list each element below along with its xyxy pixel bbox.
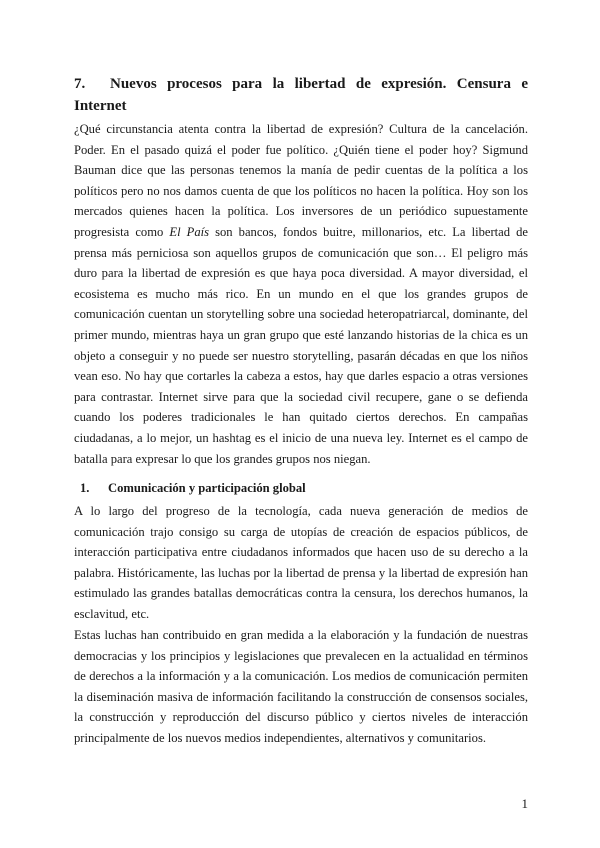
paragraph-1-text-b: son bancos, fondos buitre, millonarios, etc. La libertad de prensa más perniciosa son aquellos grupos de comunicación que son… El peligro más duro para la libertad de expresión es que haya poca diversidad. A mayor diversidad, el ecosistema es mucho más rico. En un mundo en el que los grandes grupos de comunicación cuentan un storytelling sobre una sociedad heteropatriarcal, dominante, del primer mundo, mientras haya un gran grupo que esté lanzando historias de la chica es un objeto a conseguir y no puede ser nuestro storytelling, pasarán décadas en que los niños vean eso. No hay que cortarles la cabeza a estos, hay que darles espacio a otras versiones para contrastar. Internet sirve para que la sociedad civil recupere, gane o se defienda cuando los poderes tradicionales le han quitado ciertos derechos. En campañas ciudadanas, a lo mejor, un hashtag es el inicio de una nueva ley. Internet es el campo de batalla para expresar lo que los grandes grupos nos niegan. <box>74 224 529 466</box>
paragraph-3: Estas luchas han contribuido en gran medida a la elaboración y la fundación de nuestras democracias y los principios y legislaciones que prevalecen en la actualidad en términos de derechos a la información y a la comunicación. Los medios de comunicación permiten la diseminación masiva de información facilitando la construcción de consensos sociales, la construcción y reproducción del discurso público y ciertos niveles de interacción principalmente de los nuevos medios independientes, alternativos y comunitarios. <box>74 628 528 745</box>
paragraph-2: A lo largo del progreso de la tecnología, cada nueva generación de medios de comunicación trajo consigo su carga de utopías de creación de espacios públicos, de interacción participativa entre ciudadanos informados que hacen uso de su derecho a la palabra. Históricamente, las luchas por la libertad de prensa y la libertad de expresión han estimulado las grandes batallas democráticas contra la censura, los derechos humanos, la esclavitud, etc. <box>74 504 528 621</box>
paragraph-1 <box>74 119 528 469</box>
subsection-title: Comunicación y participación global <box>108 481 306 495</box>
subsection-number: 1. <box>80 481 90 495</box>
section-title: Nuevos procesos para la libertad de expresión. Censura e Internet <box>74 76 528 114</box>
newspaper-name: El País <box>169 224 210 239</box>
paragraph-1-text-a: ¿Qué circunstancia atenta contra la libertad de expresión? Cultura de la cancelación. Poder. En el pasado quizá el poder fue político. ¿Quién tiene el poder hoy? Sigmund Bauman dice que las personas tenemos la manía de pedir cuentas de la política a los políticos pero no nos damos cuenta de que los políticos no hacen la política. Hoy son los mercados quienes hacen la política. Los inversores de un periódico supuestamente progresista como <box>74 122 528 239</box>
section-number: 7. <box>74 76 86 92</box>
section-heading <box>74 73 528 117</box>
page-number: 1 <box>521 796 528 811</box>
subsection-heading <box>74 478 528 498</box>
